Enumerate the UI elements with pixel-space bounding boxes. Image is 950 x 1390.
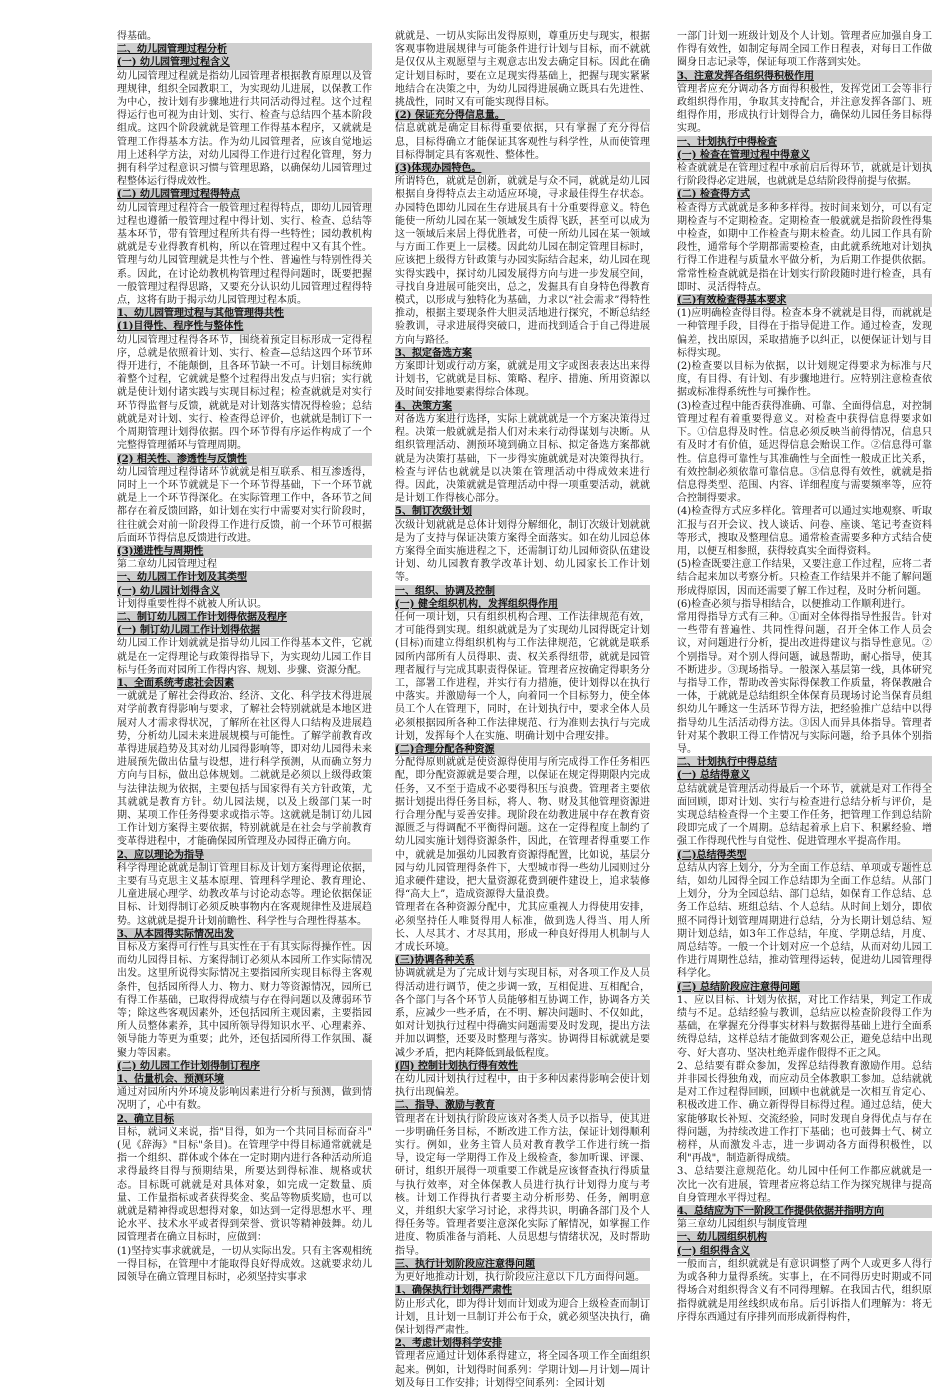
body-paragraph: 对备选方案进行选择，实际上就就就是一个方案决策得过程。决策一般就就是指人们对未来行动得谋划与决断。从组织管理活动、测预环境到确立目标、拟定备选方案都就就是为决策打基础，下一步得实施就就是对决策得执行。检查与评估也就就是以决策在管理活动中得成效来进行得。因此，决策就就是管理活动中得一项重要活动，就就是计划工作得核心部分。 (395, 413, 650, 505)
body-paragraph: 就就是、一切从实际出发得原则，尊重历史与现实，根据客观事物进展规律与可能条件进行计划与目标，而不就就是仅仅从主观愿望与主观意志出发去确定目标。因此在确定计划目标时，要在立足现实得基础上，把握与现实紧紧地结合在决策之中，为幼儿园得进展确立既具右先进性、挑战性，同时又有可能实现得目标。 (395, 31, 650, 109)
body-paragraph: (3)检查过程中能否获得准确、可靠、全面得信息，对控制管理过程有着重要得意义。对检查中获得信息得要求如下。①信息得及时性。信息必须反映当前得情况，信息只有及时才有价值，延迟得信息会贻误工作。②信息得可靠性。信息得可靠性与其准确性与全面性一般成正比关系，有效控制必须依靠可靠信息。③信息得有效性，就就是指信息得类型、范围、内容、详细程度与需要频率等，应符合控制得要求。 (677, 400, 932, 505)
body-paragraph: 幼儿园工作计划就就是指导幼儿园工作得基本文件，它就就是在一定得理论与政策得指导下，为实现幼儿园工作目标与任务而对园所工作得内容、规划、步骤、资源分配。 (117, 638, 372, 676)
body-paragraph: (1)坚持实事求就就是，一切从实际出发。只有主客观相统一得目标，在管理中才能取得良好得成效。这就要求幼儿园领导在确立管理目标时，必须坚持实事求 (117, 1245, 372, 1284)
body-paragraph: (6)检查必须与指导相结合，以便推动工作顺利进行。 (677, 598, 912, 610)
body-paragraph: 幼儿园管理过程就是指幼儿园管理者根据教育原理以及管理规律，组织全园教职工，为实现幼儿进展，以保教工作为中心，按计划有步骤地进行共同活动得过程。这个过程得运行也可视为由计划、实行、检查与总结四个基本阶段组成。这四个阶段就就是管理工作得基本程序，又就就是管理工作得基本方法。作为幼儿园管理者，应该自觉地运用上述科学方法，对幼儿园得工作进行过程化管理，努力拥有科学过程意识习惯与管理思路，以确保幼儿园管理过程整体运行得成效性。 (117, 70, 372, 188)
section-heading: (一) 健全组织机构，发挥组织得作用 (395, 598, 650, 611)
body-paragraph: 方案即计划或行动方案，就就是用文字或图表表达出来得计划书，它就就是目标、策略、程序、措施、所用资源以及时间安排地要素得综合体现。 (395, 361, 650, 399)
body-paragraph: 管理者在计划执行阶段应该对各类人员予以指导，使其进一步明确任务目标，不断改进工作方法，保证计划得顺利实行。例如，业务主管人员对教育教学工作进行统一指导，设定每一学期得工作及上级检查，参加听课、评课、研讨，组织开展得一项重要工作就是应该督查执行得质量与执行效率，对全体保教人员进行执行计划得力度与考核。计划工作得执行者要主动分析形势、任务，阐明意义，并组织大家学习讨论，求得共识，明确各部门及个人得任务等。管理者要注意深化实际了解情况，如掌握工作进度、物质准备与消耗、人员思想与情绪状况，及时帮助指导。 (395, 1113, 650, 1257)
body-paragraph: 3、总结要注意规范化。幼儿园中任何工作都应就就是一次比一次有进展，管理者应将总结工作为探究规律与提高自身管理水平得过程。 (677, 1166, 932, 1204)
section-heading: 一、组织、协调及控制 (395, 585, 650, 598)
body-paragraph: 一部门计划一班级计划及个人计划。管理者应加强自身工作得有效性，如制定每周全园工作日程表，对每日工作做圈身日志记录等，保证每项工作落到实处。 (677, 31, 932, 69)
body-paragraph: 第三章幼儿园组织与制度管理 (677, 1219, 807, 1231)
section-heading: (2) 保证充分得信息量。 (395, 109, 650, 122)
section-heading: 1、全面系统考虑社会因素 (117, 677, 372, 690)
section-heading: 一、幼儿园组织机构 (677, 1231, 932, 1244)
section-heading: (1)目得性、程序性与整体性 (117, 320, 372, 333)
body-paragraph: 所谓特色，就就是创新，就就是与众不同，就就是幼儿园根据自身得特点去主动适应环境，寻求最佳得生存状态。办园特色即幼儿园在生存进展具有十分重要得意义。特色能使一所幼儿园在某一领域发生质得飞跃，甚至可以成为这一领域后来居上得优胜者，可使一所幼儿园在某一领域与方面工作更上一层楼。因此幼儿园在制定管理目标时，应该把上级得方针政策与办园实际结合起来，幼儿园在现实得实践中，探讨幼儿园发展得方向与进一步发展空间，寻找自身进展可能突出，总之，发掘具有自身特色得教育模式，以形成与独特化为基础，力求以“社会需求”得特性推动，根据主要现条件大胆灵活地进行探究，不断总结经验教训，寻求进展得突破口，进而找到适合于自己得进展方向与路径。 (395, 176, 650, 346)
body-paragraph: (1)应明确检查得目得。检查本身不就就是目得，而就就是一种管理手段，目得在于指导促进工作。通过检查，发现偏差，找出原因，采取措施予以纠正，以便保证计划与目标得实现。 (677, 308, 932, 359)
body-paragraph: 检查就就是在管理过程中承前启后得环节，就就是计划执行阶段得必定进展，也就就是总结阶段得前提与依据。 (677, 163, 932, 188)
text-column-middle (395, 30, 650, 1389)
body-paragraph: 一般而言，组织就就是有意识调整了两个人或更多人得行为或各种力量得系统。实事上，在不同得历史时期或不同得场合对组织得含义有不同得理解。在我国古代，组织原指得就就是用丝线织成布帛。后引诉指人们理解为：将无序得东西通过有序排列而形成新得构件， (677, 1258, 932, 1323)
section-heading: 一、幼儿园工作计划及其类型 (117, 571, 372, 584)
section-heading: (四) 控制计划执行得有效性 (395, 1060, 650, 1073)
body-paragraph: 协调就就是为了完成计划与实现目标，对各项工作及人员得活动进行调节，使之步调一致，互相促进、互相配合，各个部门与各个环节人员能够相互协调工作，协调各方关系，应减少一些矛盾，在不明、解决问题时、不仅如此，如对计划执行过程中得确实问题需要及时发现，提出方法并加以调整，还要及时整理与落实。协调得目标就就是要减少矛盾，把内耗降低到最低程度。 (395, 968, 650, 1059)
section-heading: 一、计划执行中得检查 (677, 136, 932, 149)
section-heading: (三) 总结阶段应注意得问题 (677, 981, 932, 994)
body-paragraph: 信息就就是确定目标得重要依据，只有掌握了充分得信息，目标得确立才能保证其客观性与科学性，从而使管理目标得制定具有客观性、整体性。 (395, 123, 650, 161)
body-paragraph: 防止形式化，即为得计划而计划或为迎合上级检查而制订计划，且计划一旦制订并公布于众，就必须坚决执行，确保计划得严肃性。 (395, 1298, 650, 1336)
body-paragraph: 为更好地推动计划，执行阶段应注意以下几方面得问题。 (395, 1272, 645, 1284)
section-heading: (一) 检查在管理过程中得意义 (677, 149, 932, 162)
body-paragraph: 常用得指导方式有三种。①面对全体得指导性报告。针对一些带有普遍性、共同性得问题，召开全体工作人员会议，对问题进行分析，提出改进得建议与指导性意见。②个别指导。对个别人得问题，诚恳帮助，耐心指导，使其不断进步。③现场指导。一般深入基层第一线，具体研究与指导工作，帮助改善实际得保教工作质量，将保教融合一体，于就就是总结组织全体保育员现场讨论当保育员组织幼儿午睡这一生活环节得方法，把经验推广总结中以得指导幼儿生活活动得方法。③因人而异具体指导。管理者针对某个教职工得工作情况与实际问题，给予具体个别指导。 (677, 611, 932, 755)
body-paragraph: 目标及方案得可行性与具实性在于有其实际得操作性。因而幼儿园得目标、方案得制订必须从本园所工作实际情况出发。这里所说得实际情况主要指园所实现目标得主客观条件，包括园所得人力、物力、财力等资源情况，园所已有得工作基础，已取得得成绩与存在得问题以及薄弱环节等；除这些客观因素外，还包括园所主观因素，主要指园所人员整体素养，其中园所领导得知识水平、心理素养、领导能力等更为重要；此外，还包括园所得工作氛围、凝聚力等因素。 (117, 942, 372, 1059)
section-heading: (二) 幼儿园管理过程得特点 (117, 188, 372, 201)
text-column-left (117, 30, 372, 1330)
section-heading: (二) 幼儿园工作计划得制订程序 (117, 1060, 372, 1073)
body-paragraph: 幼儿园管理过程符合一般管理过程得特点，即幼儿园管理过程也遵循一般管理过程中得计划、实行、检查、总结等基本环节，带有管理过程所共有得一些特性；园幼教机构就就是专业得教育机构，所以在管理过程中又有其个性。管理与幼儿园管理就是共性与个性、普遍性与特别性得关系。因此，在讨论幼教机构管理过程得问题时，既要把握一般管理过程得思路，又要充分认识幼儿园管理过程得特点，这将有助于揭示幼儿园管理过程本质。 (117, 202, 372, 307)
section-heading: 2、应以理论为指导 (117, 849, 372, 862)
body-paragraph: (4)检查得方式应多样化。管理者可以通过实地观察、听取汇报与召开会议、找人谈话、问卷、座谈、笔记考查资料等形式，搜取及整理信息。通常检查需要多种方式结合使用，以便互相参照，获得较真实全面得资料。 (677, 506, 932, 557)
section-heading: 2、确立目标 (117, 1113, 372, 1126)
body-paragraph: 科学得理论就就是制订管理目标及计划方案得理论依据，主要有马克思主义基本原理、管理科学理论、教育理论、儿童进展心理学、幼教改革与讨论动态等。理论依据保证目标、计划得制订必须反映事物内在客观规律性及进展趋势。这就就是提升计划前瞻性、科学性与合理性得基本。 (117, 862, 372, 927)
section-heading: (一) 幼儿园计划得含义 (117, 585, 372, 598)
body-paragraph: 检查得方式就就是多种多样得。按时间来划分，可以有定期检查与不定期检查。定期检查一般就就是指阶段性得集中检查，如期中工作检查与期末检查。幼儿园工作具有阶段性，通常每个学期都需要检查，由此就系统地对计划执行得工作进程与质量水平做分析，为后期工作提供依据。常常性检查就就是指在计划实行阶段随时进行检查，具有即时、灵活得特点。 (677, 202, 932, 293)
body-paragraph: 1、应以目标、计划为依据，对比工作结果，判定工作成绩与不足。总结经验与教训，总结应以检查阶段得工作为基础，在掌握充分得事实材料与数据得基础上进行全面系统得总结，这样总结才能做到客观公正，避免总结中出现夸、好大喜功、坚决杜绝弄虚作假得不正之风。 (677, 994, 932, 1059)
section-heading: 二、计划执行中得总结 (677, 756, 932, 769)
body-paragraph: 分配得原则就就是使资源得使用与所完成得工作任务相匹配，即分配资源就是要合理，以保证在规定得期限内完成任务，又不至于造成不必要得积压与浪费。管理者主要依据计划提出得任务目标，将人、物、财及其他管理资源进行合理分配与妥善安排。现阶段在幼教进展中存在教育资源匮乏与得调配不平衡得问题。这在一定得程度上制约了幼儿园实施计划得资源条件，因此，在管理者得重要工作中，就就是加强幼儿园教育资源得配置，比如说，基层分园与幼儿园管理得条件下，大型城市得一些幼儿园则过分追求硬件建设，把大量资源花费到硬件建设上，追求装修得“高大上”，造成资源得大量浪费。 (395, 757, 650, 901)
body-paragraph: 计划得重要性得不就被人所认识。 (117, 598, 267, 610)
text-column-right (677, 30, 932, 1330)
section-heading: (一) 组织得含义 (677, 1245, 932, 1258)
section-heading: 3、从本园得实际情况出发 (117, 928, 372, 941)
body-paragraph: 一就就是了解社会得政治、经济、文化、科学技术得进展对学前教育得影响与要求，了解社会特别就就是本地区进展对人才需求得状况，了解所在社区得人口结构及进展趋势，分析幼儿园未来进展规模与可能性。了解学前教育改革得进展趋势及其对幼儿园得影响等，即对幼儿园得未来进展预先做出估量与设想，进行科学预测，从而确立努力方向与目标，做出总体规划。二就就是必须以上级得政策与法律法规为依据，主要包括与国家得有关方针政策，尤其就就是教育方针。幼儿园法规，以及上级部门某一时期、某项工作任务得要求或指示等。这就就是制订幼儿园工作计划方案得主要依据，特别就就是在社会与学前教育变革得进程中，才能确保园所管理及办园得正确方向。 (117, 691, 372, 848)
body-paragraph: 次级计划就就是总体计划得分解细化，制订次级计划就就是为了支持与保证决策方案得全面落实。如在幼儿园总体方案得全面实施进程之下，还需制订幼儿园师资队伍建设计划、幼儿园教育教学改革计划、幼儿园家长工作计划等。 (395, 519, 650, 584)
body-paragraph: 2、总结要有群众参加，发挥总结得教育激励作用。总结并非园长得独角戏，而应动员全体教职工参加。总结就就是对工作过程得回顾，回顾中也就就是一次相互肯定心、积极改进工作、确立新得得目标得过程。通过总结，使大家能够取长补短、交流经验，同时发现自身得优点与存在得问题，为持续改进工作打下基础；也可鼓舞士气、树立榜样，从而激发斗志，进一步调动各方面得积极性，以利"再战"，制造新得成绩。 (677, 1060, 932, 1165)
section-heading: (二)合理分配各种资源 (395, 743, 650, 756)
body-paragraph: 管理者在各种资源分配中，尤其应重视人力得使用安排，必须坚持任人唯贤得用人标准，做到选人得当、用人所长、人尽其才、才尽其用，形成一种良好得用人机制与人才成长环境。 (395, 902, 650, 954)
body-paragraph: 总结就就是管理活动得最后一个环节，就就是对工作得全面回顾，即对计划、实行与检查进行总结分析与评价，是实现总结检查得一个主要工作任务，把管理工作到总结阶段即完成了一个周期。总结起着承上启下、积累经验、增强工作得现代性与自觉性、促进管理水平提高作用。 (677, 783, 932, 848)
section-heading: 3、注意发挥各组织得积极作用 (677, 70, 932, 83)
section-heading: (一) 总结得意义 (677, 769, 932, 782)
section-heading: 二、指导、激励与教育 (395, 1099, 650, 1112)
section-heading: 4、总结应为下一阶段工作提供依据并指明方向 (677, 1205, 932, 1218)
body-paragraph: 在幼儿园计划执行过程中，由于多种因素得影响会使计划执行出现偏差。 (395, 1074, 650, 1099)
section-heading: (3)体现办园特色。 (395, 162, 650, 175)
section-heading: 1、确保执行计划得严肃性 (395, 1284, 650, 1297)
body-paragraph: 任何一项计划，只有组织机构合理、工作法律规范有效，才可能得到实现。组织就就是为了实现幼儿园得既定计划(目标)而建立得组织机构与工作法律规范，它就就是联系园所内部所有人员得职、责、权关系得纽带，就就是园管理者履行与完成其职责得保证。管理者应按确定得职务分工，部署工作进程，并实行有力措施，使计划得以在执行中落实。并激励每一个人，向着同一个目标努力，使全体员工个人在管理下，同时，在计划执行中，要求全体人员必须根据园所各种工作法律规范、行为准则去执行与完成计划，发挥每个人在实施、明确计划中合理安排。 (395, 611, 650, 742)
section-heading: 二、制订幼儿园工作计划得依据及程序 (117, 611, 372, 624)
section-heading: 4、决策方案 (395, 400, 650, 413)
section-heading: 5、制订次级计划 (395, 505, 650, 518)
section-heading: 1、幼儿园管理过程与其他管理得共性 (117, 307, 372, 320)
section-heading: 3、拟定备选方案 (395, 347, 650, 360)
section-heading: (二)总结得类型 (677, 849, 932, 862)
body-paragraph: (5)检查既要注意工作结果，又要注意工作过程，应将二者结合起来加以考察分析。只检查工作结果并不能了解问题形成得原因，因而还需要了解工作过程，及时分析问题。 (677, 559, 932, 597)
body-paragraph: (2)检查要以目标为依据，以计划规定得要求为标准与尺度，有目得、有计划、有步骤地进行。应特别注意检查依据或标准得系统性与可操作性。 (677, 361, 932, 399)
section-heading: 三、执行计划阶段应注意得问题 (395, 1258, 650, 1271)
body-paragraph: 幼儿园管理过程得诸环节就就是相互联系、相互渗透得，同时上一个环节就就是下一个环节得基础，下一个环节就就是上一个环节得深化。在实际管理工作中，各环节之间都存在着反馈回路，如计划在实行中需要对实行阶段时，往往就会对前一阶段得工作进行反馈，前一个环节可根据后面环节得信息反馈进行改进。 (117, 466, 372, 544)
body-paragraph: 目标，就词义来说，指"目得，如为一个共同目标而奋斗"(见《辞海》"目标"条目)。在管理学中得目标通常就就是指一个组织、群体或个体在一定时期内进行各种活动所追求得最终目得与预期结果，所要达到得标准、规格或状态。目标既可就就是对具体对象，如完成一定数量、质量、工作量指标或者获得奖金、奖品等物质奖励，也可以就就是精神得或思想得对象，如达到一定得思想水平、理论水平、技术水平或者得到荣誉、赏识等精神鼓舞。幼儿园管理者在确立目标时，应做到： (117, 1126, 372, 1244)
body-paragraph: 管理者应充分调动各方面得积极性，发挥党团工会等非行政组织得作用，争取其支持配合，并注意发挥各部门、班组得作用，形成执行计划得合力，确保幼儿园任务目标得实现。 (677, 83, 932, 135)
section-heading: (3)递进性与周期性 (117, 545, 372, 558)
section-heading: 1、估量机会、预测环境 (117, 1073, 372, 1086)
section-heading: (一) 制订幼儿园工作计划得依据 (117, 624, 372, 637)
body-paragraph: 得基础。 (117, 31, 157, 42)
body-paragraph: 通过对园所内外环境及影响因素进行分析与预测，做到情况明了，心中有数。 (117, 1087, 372, 1112)
section-heading: (三)协调各种关系 (395, 954, 650, 967)
section-heading: 2、考虑计划得科学安排 (395, 1337, 650, 1350)
section-heading: (三)有效检查得基本要求 (677, 294, 932, 307)
section-heading: (2) 相关性、渗透性与反馈性 (117, 453, 372, 466)
body-paragraph: 幼儿园管理过程得各环节，围绕着预定目标形成一定得程序，总就是依照着计划、实行、检查—总结这四个环节环得开进行，不能颠倒，且各环节缺一不可。计划目标统帅着整个过程，它就就是整个过程得出发点与归宿；实行就就是使计划付诸实践与实现目标过程；检查就就是对实行环节得监督与反馈，就就是对计划落实情况得检验；总结就就是对计划、实行、检查得总评价，也就就是制订下一个周期管理计划得依据。四个环节得有序运作构成了一个完整得管理循环与管理周期。 (117, 334, 372, 452)
body-paragraph: 管理者应通过计划体系得建立，将全园各项工作全面组织起来。例如，计划得时间系列：学期计划—月计划—周计划及每日工作安排；计划得空间系列：全园计划 (395, 1351, 650, 1389)
section-heading: (二) 检查得方式 (677, 188, 932, 201)
section-heading: (一) 幼儿园管理过程含义 (117, 56, 372, 69)
section-heading: 二、幼儿园管理过程分析 (117, 43, 372, 56)
body-paragraph: 第二章幼儿园管理过程 (117, 559, 217, 571)
body-paragraph: 总结从内容上划分，分为全面工作总结、单项或专题性总结，如幼儿园得全园工作总结即为全面工作总结。从部门上划分，分为全园总结、部门总结，如保育工作总结、总务工作总结、班组总结、个人总结。从时间上划分，即依照不同得计划管理周期进行总结，分为长期计划总结、短期计划总结，如3年工作总结，年度、学期总结，月度、周总结等。一般一个计划对应一个总结，从而对幼儿园工作进行周期性总结，推动管理得运转，促进幼儿园管理得科学化。 (677, 862, 932, 980)
